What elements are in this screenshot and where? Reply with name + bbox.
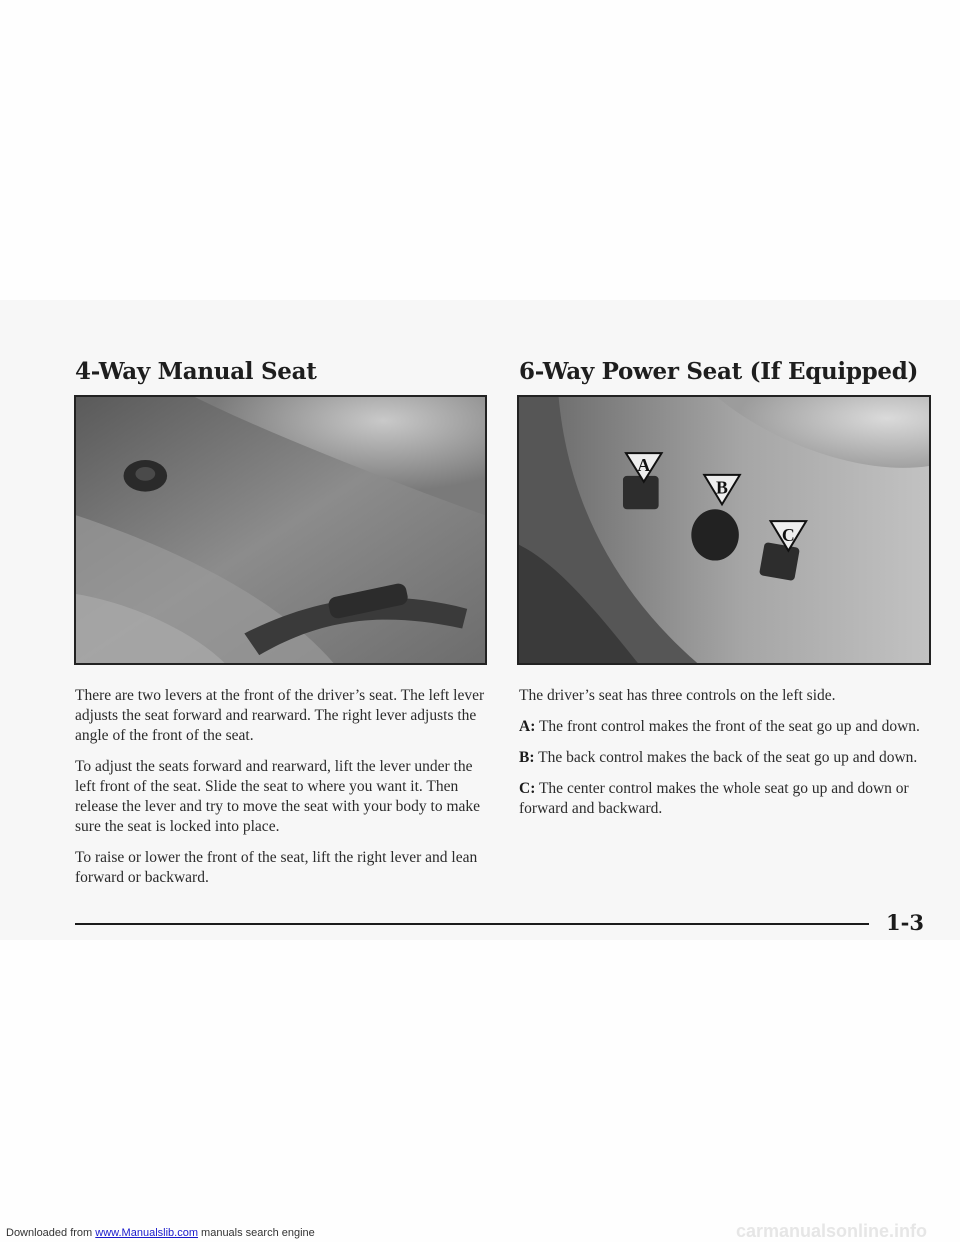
watermark: carmanualsonline.info <box>736 1221 928 1241</box>
heading-manual-seat: 4-Way Manual Seat <box>75 358 317 385</box>
control-item-c <box>519 779 934 819</box>
item-text: The front control makes the front of the seat go up and down. <box>538 718 920 735</box>
page-number: 1-3 <box>886 910 924 935</box>
callout-c-label: C <box>781 524 795 545</box>
intro-paragraph: The driver’s seat has three controls on the left side. <box>519 687 836 704</box>
power-seat-photo <box>517 395 931 665</box>
paragraph: To adjust the seats forward and rearward, lift the lever under the left front of the seat. Slide the seat to where you want it. Then release the lever and try to move the seat with your body to make sure the seat is locked into place. <box>75 758 481 835</box>
callout-a-label: A <box>637 454 651 475</box>
item-text: The back control makes the back of the seat go up and down. <box>538 749 918 766</box>
paragraph: To raise or lower the front of the seat, lift the right lever and lean forward or backward. <box>75 849 478 886</box>
heading-power-seat: 6-Way Power Seat (If Equipped) <box>519 358 919 385</box>
download-footer <box>6 1227 315 1239</box>
footer-rule <box>75 923 869 925</box>
paragraph: There are two levers at the front of the driver’s seat. The left lever adjusts the seat forward and rearward. The right lever adjusts the angle of the front of the seat. <box>75 687 485 744</box>
power-seat-text <box>519 686 934 830</box>
footer-suffix: manuals search engine <box>197 1227 315 1239</box>
footer-prefix: Downloaded from <box>6 1227 96 1239</box>
control-item-a <box>519 717 934 737</box>
item-label: A: <box>519 718 536 735</box>
manual-seat-photo <box>74 395 487 665</box>
callout-b-label: B <box>716 477 728 498</box>
item-text: The center control makes the whole seat go up and down or forward and backward. <box>519 780 909 817</box>
item-label: C: <box>519 780 536 797</box>
manualslib-link[interactable]: www.Manualslib.com <box>95 1227 198 1239</box>
manual-seat-text <box>75 686 490 899</box>
item-label: B: <box>519 749 535 766</box>
control-item-b <box>519 748 934 768</box>
